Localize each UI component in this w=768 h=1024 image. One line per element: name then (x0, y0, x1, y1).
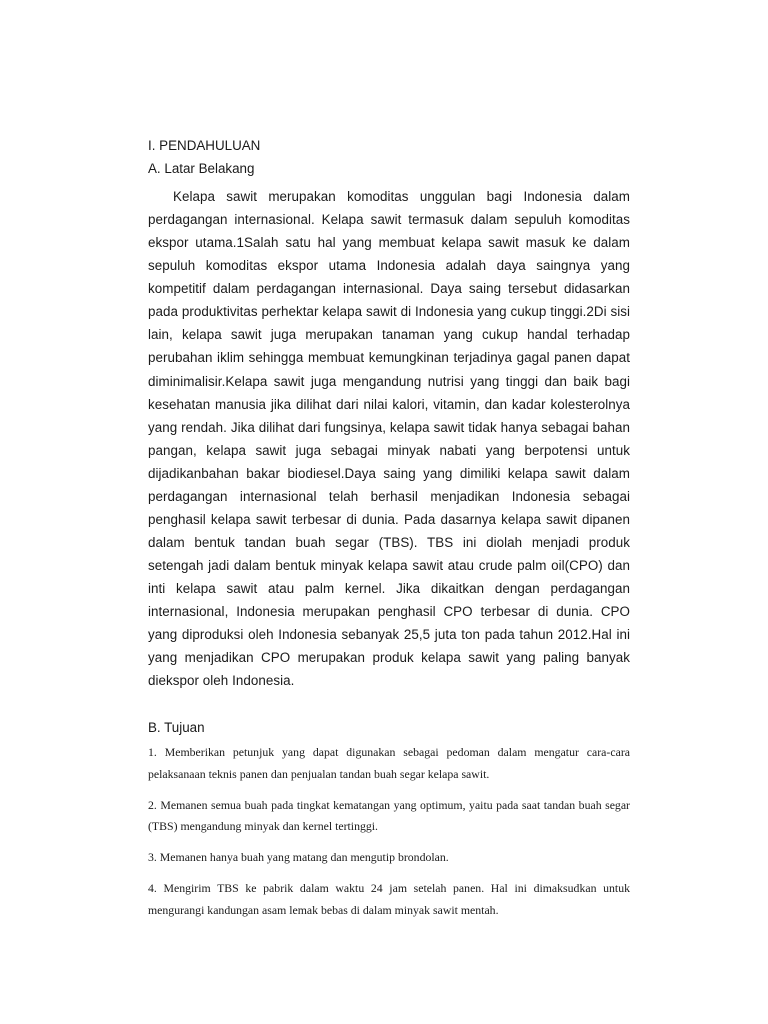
background-paragraph: Kelapa sawit merupakan komoditas unggulan bagi Indonesia dalam perdagangan internasional. Kelapa sawit termasuk dalam sepuluh komoditas ekspor utama.1Salah satu hal yang membuat kelapa sawit masuk ke dalam sepuluh komoditas ekspor utama Indonesia adalah daya saingnya yang kompetitif dalam perdagangan internasional. Daya saing tersebut didasarkan pada produktivitas perhektar kelapa sawit di Indonesia yang cukup tinggi.2Di sisi lain, kelapa sawit juga merupakan tanaman yang cukup handal terhadap perubahan iklim sehingga membuat kemungkinan terjadinya gagal panen dapat diminimalisir.Kelapa sawit juga mengandung nutrisi yang tinggi dan baik bagi kesehatan manusia jika dilihat dari nilai kalori, vitamin, dan kadar kolesterolnya yang rendah. Jika dilihat dari fungsinya, kelapa sawit tidak hanya sebagai bahan pangan, kelapa sawit juga sebagai minyak nabati yang berpotensi untuk dijadikanbahan bakar biodiesel.Daya saing yang dimiliki kelapa sawit dalam perdagangan internasional telah berhasil menjadikan Indonesia sebagai penghasil kelapa sawit terbesar di dunia. Pada dasarnya kelapa sawit dipanen dalam bentuk tandan buah segar (TBS). TBS ini diolah menjadi produk setengah jadi dalam bentuk minyak kelapa sawit atau crude palm oil(CPO) dan inti kelapa sawit atau palm kernel. Jika dikaitkan dengan perdagangan internasional, Indonesia merupakan penghasil CPO terbesar di dunia. CPO yang diproduksi oleh Indonesia sebanyak 25,5 juta ton pada tahun 2012.Hal ini yang menjadikan CPO merupakan produk kelapa sawit yang paling banyak diekspor oleh Indonesia. (148, 189, 630, 689)
section-title: I. PENDAHULUAN (148, 138, 261, 153)
document-content (148, 136, 630, 931)
subsection-background-title: A. Latar Belakang (148, 161, 255, 176)
purpose-list (148, 742, 630, 921)
purpose-item-2: 2. Memanen semua buah pada tingkat kematangan yang optimum, yaitu pada saat tandan buah segar (TBS) mengandung minyak dan kernel tertinggi. (148, 797, 630, 834)
subsection-purpose-title: B. Tujuan (148, 720, 205, 736)
purpose-item-3: 3. Memanen hanya buah yang matang dan mengutip brondolan. (148, 850, 449, 865)
purpose-item-1: 1. Memberikan petunjuk yang dapat digunakan sebagai pedoman dalam mengatur cara-cara pelaksanaan teknis panen dan penjualan tandan buah segar kelapa sawit. (148, 745, 630, 781)
purpose-item-4: 4. Mengirim TBS ke pabrik dalam waktu 24 jam setelah panen. Hal ini dimaksudkan untuk mengurangi kandungan asam lemak bebas di dalam minyak sawit mentah. (148, 881, 630, 917)
